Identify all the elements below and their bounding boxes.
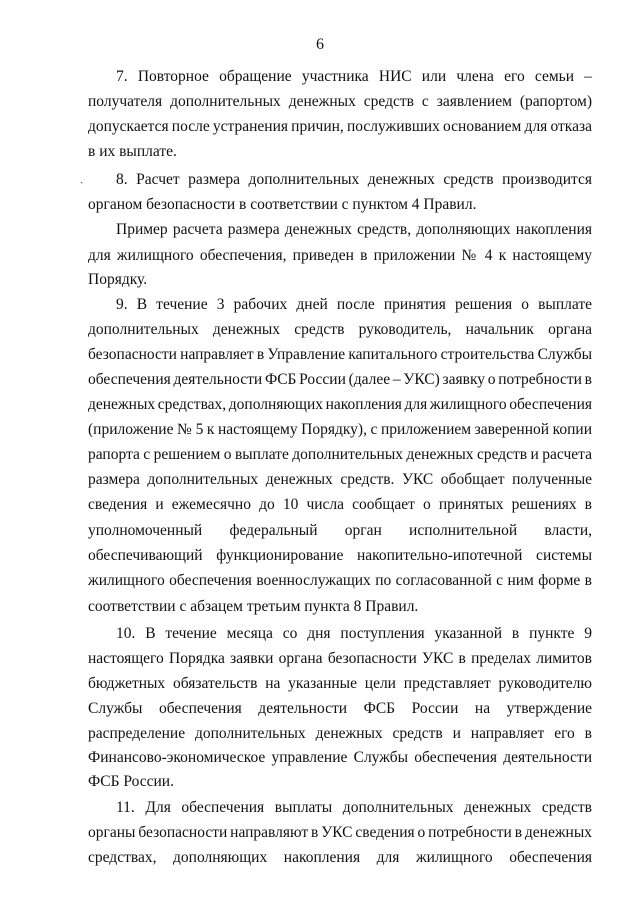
text-line: 9. В течение 3 рабочих дней после принятия решения о выплате [116, 296, 592, 313]
text-line: Службы обеспечения деятельности ФСБ России на утверждение [88, 700, 592, 717]
text-line: органы безопасности направляют в УКС сведения о потребности в денежных [88, 824, 592, 841]
text-line: размера дополнительных денежных средств. УКС обобщает полученные [88, 471, 592, 488]
text-line: уполномоченный федеральный орган исполнительной власти, [88, 522, 592, 539]
text-line: получателя дополнительных денежных средств с заявлением (рапортом) [88, 93, 592, 110]
text-line: 11. Для обеспечения выплаты дополнительных денежных средств [116, 799, 592, 816]
text-line: жилищного обеспечения военнослужащих по согласованной с ним форме в [88, 572, 592, 589]
text-line: сведения и ежемесячно до 10 числа сообщает о принятых решениях в [88, 496, 592, 513]
text-line: денежных средствах, дополняющих накопления для жилищного обеспечения [88, 396, 592, 413]
text-line: 10. В течение месяца со дня поступления указанной в пункте 9 [116, 625, 592, 642]
text-line: Порядку. [88, 271, 148, 288]
page-number: 6 [316, 36, 324, 53]
text-line: безопасности направляет в Управление капитального строительства Службы [88, 346, 592, 363]
text-line: 7. Повторное обращение участника НИС или члена его семьи – [116, 68, 592, 85]
text-line: средствах, дополняющих накопления для жилищного обеспечения [88, 849, 592, 866]
scan-speck: ˎ [80, 173, 84, 184]
text-line: обеспечивающий функционирование накопительно-ипотечной системы [88, 547, 592, 564]
text-line: органом безопасности в соответствии с пунктом 4 Правил. [88, 196, 477, 213]
text-line: настоящего Порядка заявки органа безопасности УКС в пределах лимитов [88, 650, 592, 667]
text-line: бюджетных обязательств на указанные цели представляет руководителю [88, 675, 592, 692]
text-line: для жилищного обеспечения, приведен в приложении № 4 к настоящему [88, 247, 592, 264]
text-line: в их выплате. [88, 143, 177, 160]
text-line: Финансово-экономическое управление Службы обеспечения деятельности [88, 749, 592, 766]
text-line: рапорта с решением о выплате дополнительных денежных средств и расчета [88, 446, 592, 463]
text-line: соответствии с абзацем третьим пункта 8 Правил. [88, 598, 419, 615]
text-line: обеспечения деятельности ФСБ России (далее – УКС) заявку о потребности в [88, 371, 592, 388]
text-line: (приложение № 5 к настоящему Порядку), с приложением заверенной копии [88, 421, 592, 438]
text-line: распределение дополнительных денежных средств и направляет его в [88, 725, 592, 742]
text-line: допускается после устранения причин, послуживших основанием для отказа [88, 118, 592, 135]
text-line: Пример расчета размера денежных средств, дополняющих накопления [116, 221, 592, 238]
text-line: ФСБ России. [88, 773, 174, 790]
text-line: дополнительных денежных средств руководитель, начальник органа [88, 321, 592, 338]
text-line: 8. Расчет размера дополнительных денежных средств производится [116, 171, 592, 188]
